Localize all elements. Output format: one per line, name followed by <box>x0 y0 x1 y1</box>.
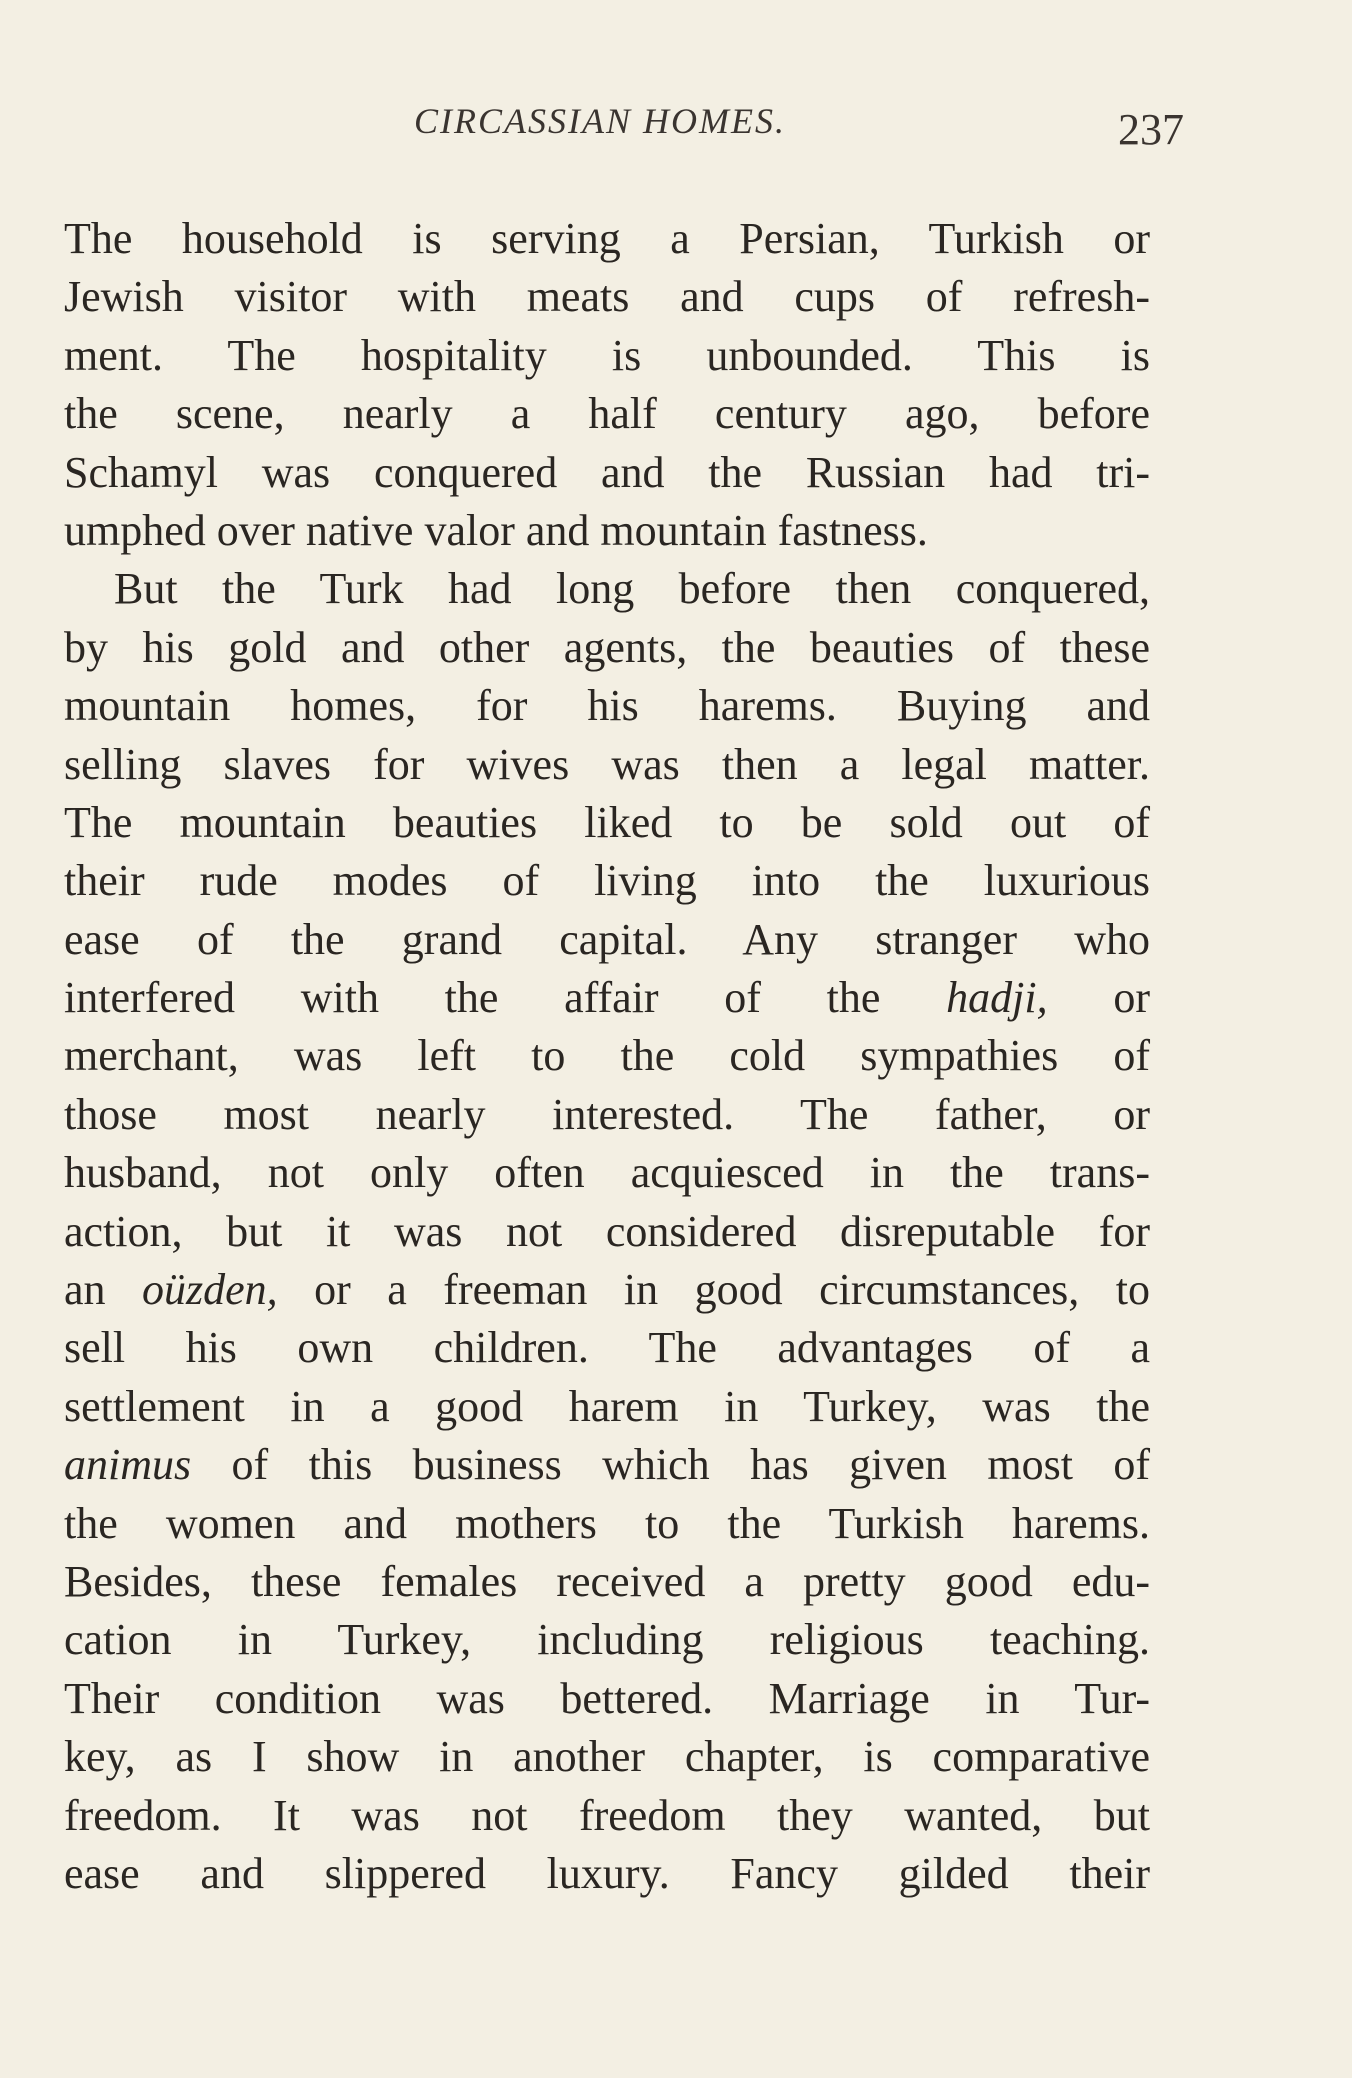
line-text: or a freeman in good circumstances, to <box>277 1265 1151 1315</box>
text-line: Jewish visitor with meats and cups of refresh- <box>64 272 1150 322</box>
text-line: But the Turk had long before then conquered, <box>114 564 1150 614</box>
body-text <box>64 210 1150 1903</box>
text-line: merchant, was left to the cold sympathies of <box>64 1031 1150 1081</box>
text-line: cation in Turkey, including religious teaching. <box>64 1615 1150 1665</box>
text-line: ment. The hospitality is unbounded. This is <box>64 330 1150 380</box>
italic-term: oüzden, <box>142 1265 278 1315</box>
text-line: sell his own children. The advantages of a <box>64 1323 1150 1373</box>
italic-term: hadji, <box>946 973 1048 1023</box>
page-header <box>0 100 1352 160</box>
line-text: of this business which has given most of <box>191 1440 1150 1490</box>
text-line: settlement in a good harem in Turkey, was the <box>64 1381 1150 1431</box>
text-line: freedom. It was not freedom they wanted, but <box>64 1790 1150 1840</box>
text-line: action, but it was not considered disreputable for <box>64 1206 1150 1256</box>
text-line: Schamyl was conquered and the Russian had tri- <box>64 447 1150 497</box>
page-number: 237 <box>1118 105 1184 154</box>
line-text: interfered with the affair of the <box>64 973 947 1023</box>
text-line: key, as I show in another chapter, is comparative <box>64 1732 1150 1782</box>
text-line <box>64 1261 1150 1319</box>
line-text: or <box>1047 973 1151 1023</box>
text-line: umphed over native valor and mountain fastness. <box>64 505 928 555</box>
text-line: Their condition was bettered. Marriage in Tur- <box>64 1673 1150 1723</box>
text-line: selling slaves for wives was then a legal matter. <box>64 739 1150 789</box>
line-text: an <box>64 1265 143 1315</box>
text-line: The mountain beauties liked to be sold out of <box>64 797 1150 847</box>
text-line: husband, not only often acquiesced in the trans- <box>64 1148 1150 1198</box>
running-title: CIRCASSIAN HOMES. <box>414 101 786 141</box>
italic-term: animus <box>64 1440 192 1490</box>
text-line: Besides, these females received a pretty good edu- <box>64 1556 1150 1606</box>
text-line: mountain homes, for his harems. Buying and <box>64 681 1150 731</box>
text-line: the women and mothers to the Turkish harems. <box>64 1498 1150 1548</box>
text-line: their rude modes of living into the luxurious <box>64 856 1150 906</box>
text-line: those most nearly interested. The father, or <box>64 1089 1150 1139</box>
text-line: the scene, nearly a half century ago, before <box>64 389 1150 439</box>
text-line: by his gold and other agents, the beauties of these <box>64 622 1150 672</box>
text-line: The household is serving a Persian, Turkish or <box>64 214 1150 263</box>
text-line <box>64 1436 1150 1494</box>
text-line: ease and slippered luxury. Fancy gilded their <box>64 1848 1150 1898</box>
text-line <box>64 969 1150 1027</box>
text-line: ease of the grand capital. Any stranger who <box>64 914 1150 964</box>
